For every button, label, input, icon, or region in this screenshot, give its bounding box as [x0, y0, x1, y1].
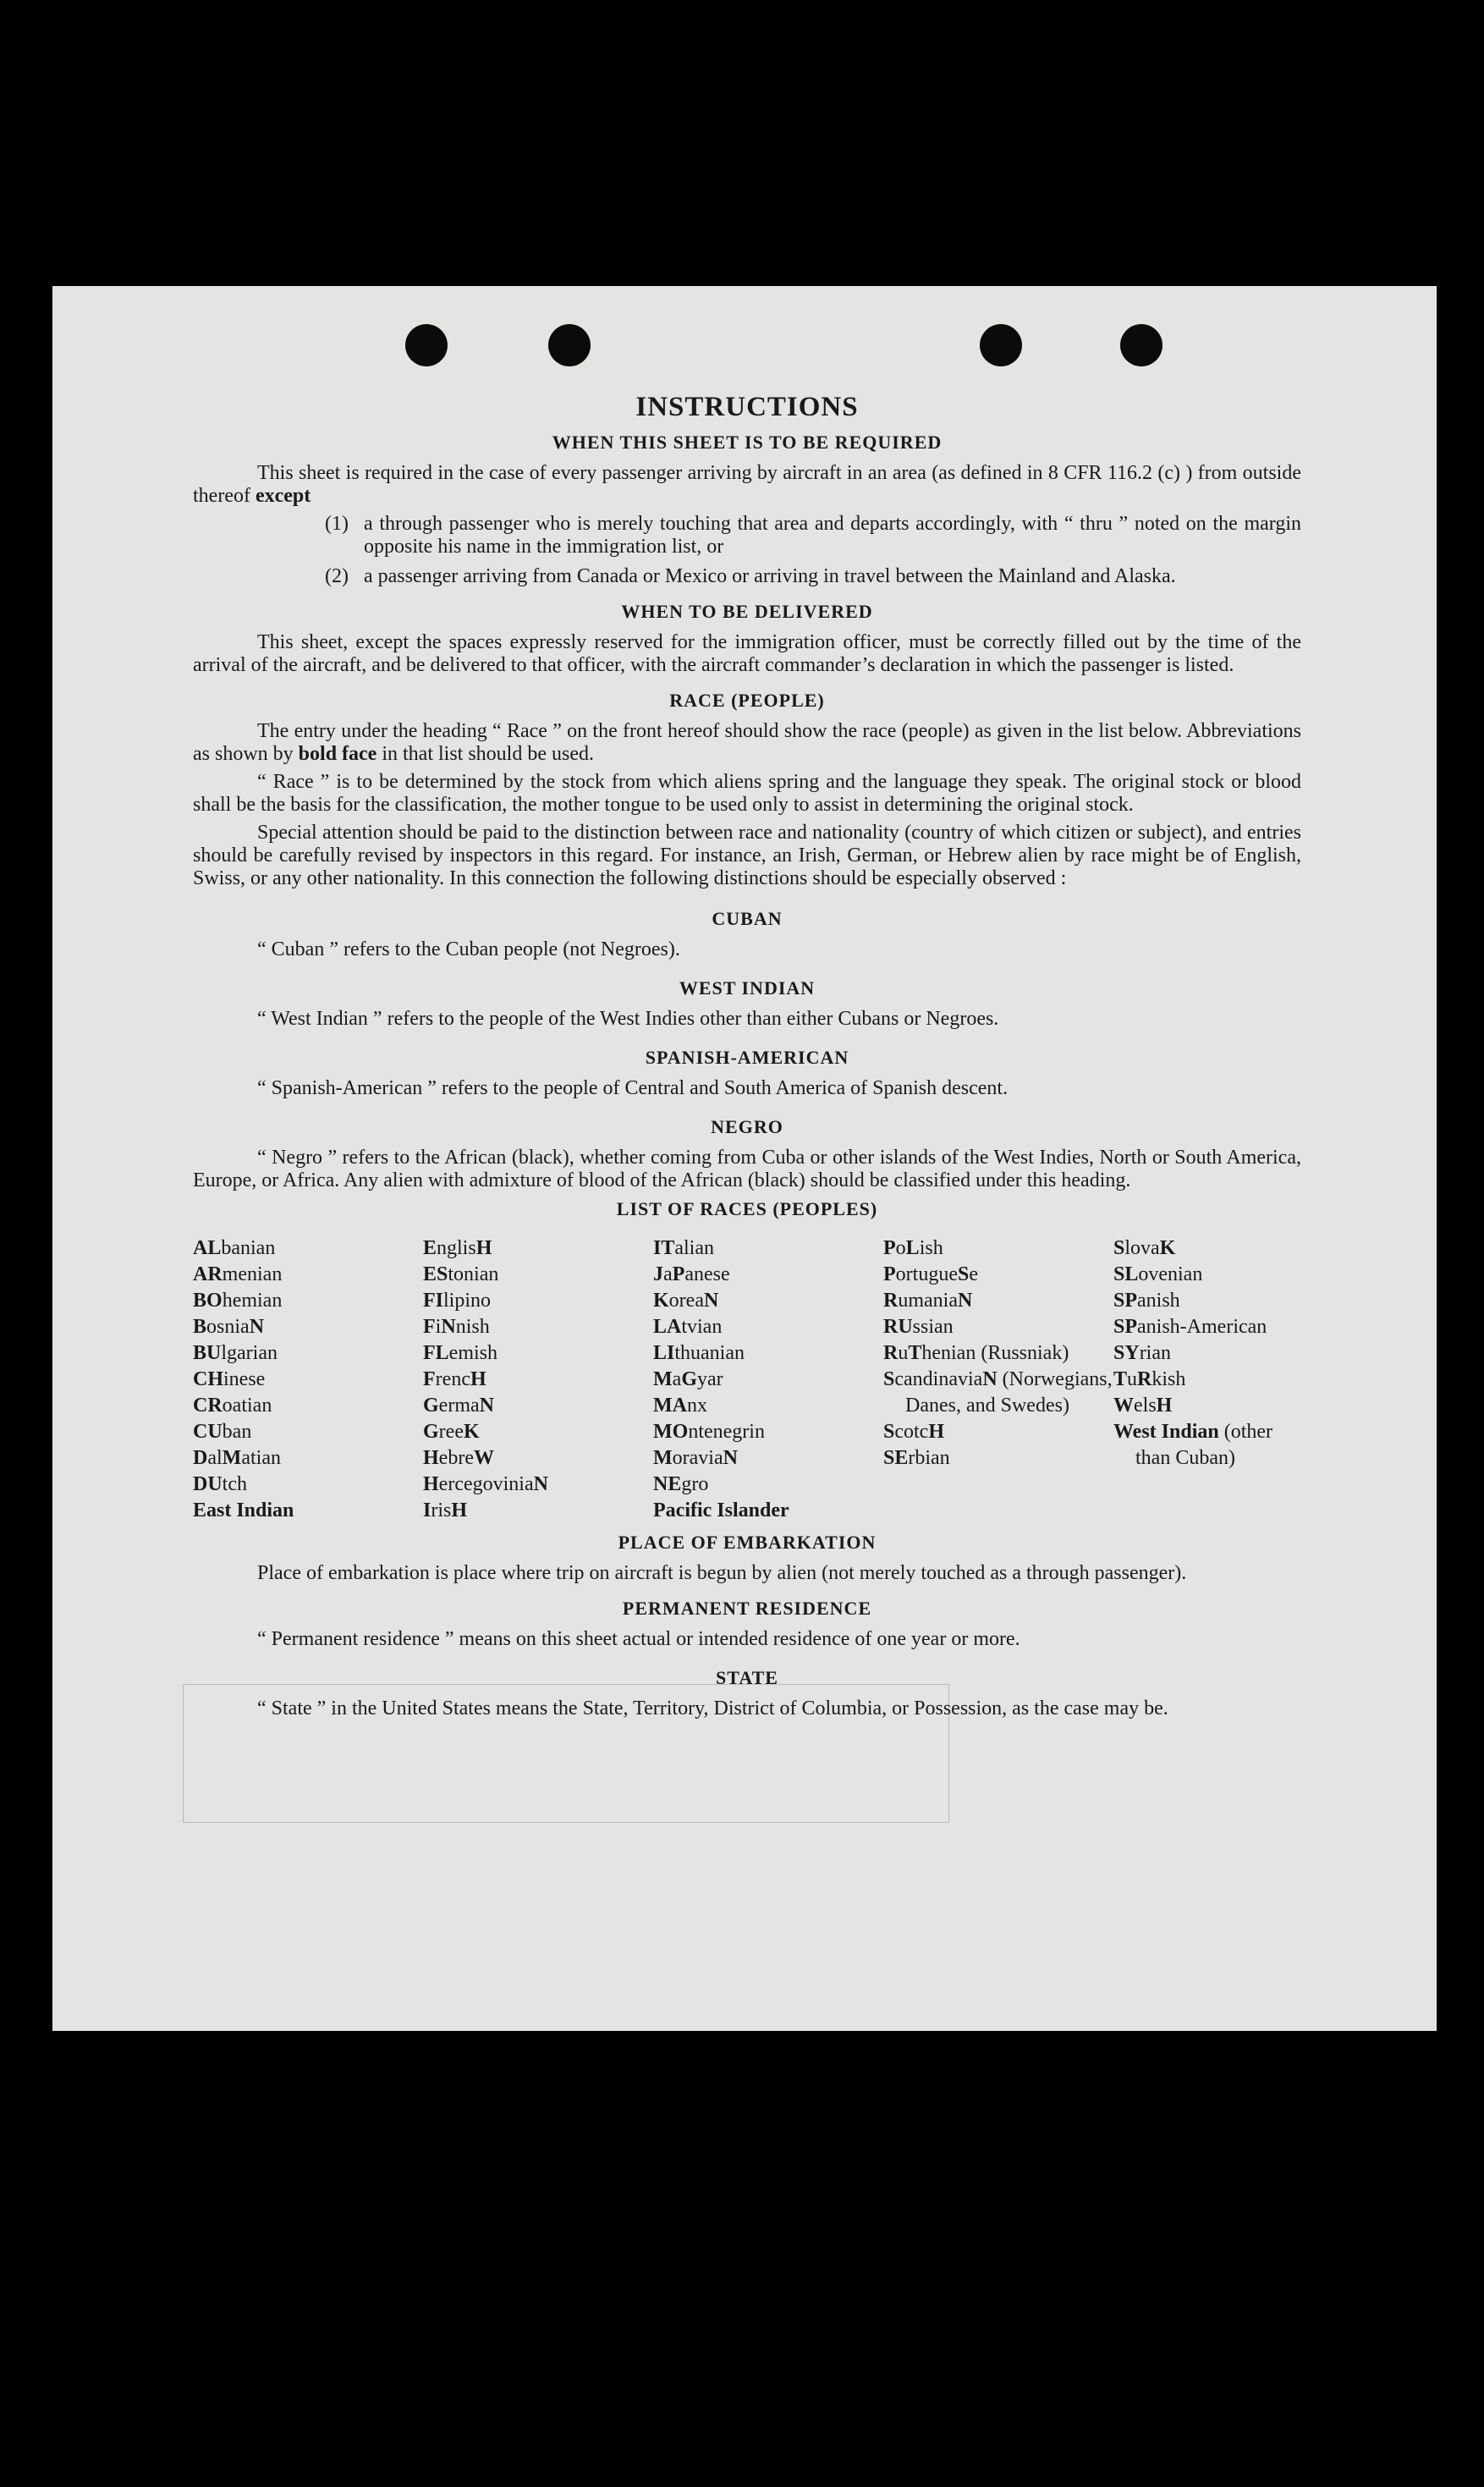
paragraph: “ Permanent residence ” means on this sheet actual or intended residence of one year or more.: [257, 1628, 1020, 1650]
section-heading: RACE (PEOPLE): [669, 690, 825, 711]
paragraph: “ State ” in the United States means the State, Territory, District of Columbia, or Possession, as the case may be.: [257, 1697, 1168, 1719]
section-heading: SPANISH-AMERICAN: [645, 1047, 849, 1068]
section-heading: WHEN THIS SHEET IS TO BE REQUIRED: [552, 432, 943, 453]
race-entry: NEgro: [653, 1473, 709, 1495]
race-entry: ITalian: [653, 1237, 714, 1259]
race-entry: JaPanese: [653, 1263, 730, 1285]
section-heading: WEST INDIAN: [679, 977, 816, 999]
race-entry: FrencH: [423, 1368, 486, 1390]
race-entry: FIlipino: [423, 1290, 492, 1312]
section-heading: LIST OF RACES (PEOPLES): [616, 1198, 878, 1219]
race-entry: MaGyar: [653, 1368, 723, 1390]
race-entry: SlovaK: [1113, 1237, 1176, 1259]
section-heading: PERMANENT RESIDENCE: [622, 1598, 872, 1619]
race-entry: SErbian: [883, 1447, 950, 1469]
race-entry: IrisH: [423, 1499, 468, 1521]
races-column: [653, 1235, 883, 1524]
race-entry: TuRkish: [1113, 1368, 1186, 1390]
paragraph: This sheet, except the spaces expressly reserved for the immigration officer, must be correctly filled out by the time of the arrival of the aircraft, and be delivered to that officer, with the aircraft commander’s declaration in which the passenger is listed.: [193, 631, 1301, 676]
paragraph: “ Spanish-American ” refers to the people of Central and South America of Spanish descent.: [257, 1077, 1009, 1099]
instruction-sheet: [52, 286, 1437, 2031]
race-entry: CUban: [193, 1421, 252, 1443]
race-entry: PoLish: [883, 1237, 943, 1259]
race-entry: ScandinaviaN (Norwegians, Danes, and Swedes): [883, 1368, 1113, 1417]
race-entry: MOntenegrin: [653, 1421, 765, 1443]
race-entry: SPanish-American: [1113, 1316, 1267, 1338]
race-entry: FiNnish: [423, 1316, 490, 1338]
race-entry: PortugueSe: [883, 1263, 978, 1285]
race-entry: GreeK: [423, 1421, 480, 1443]
race-entry: CHinese: [193, 1368, 266, 1390]
race-entry: ARmenian: [193, 1263, 283, 1285]
section-heading: WHEN TO BE DELIVERED: [621, 601, 873, 622]
section-heading: CUBAN: [712, 908, 783, 929]
race-entry: KoreaN: [653, 1290, 719, 1312]
races-list: [193, 1235, 1301, 1524]
race-entry: GermaN: [423, 1395, 494, 1417]
races-column: [1113, 1235, 1308, 1524]
paragraph: The entry under the heading “ Race ” on the front hereof should show the race (people) as given in the list below. Abbreviations as shown by bold face in that list should be used.: [193, 720, 1301, 765]
paragraph: “ Race ” is to be determined by the stock from which aliens spring and the language they speak. The original stock or blood shall be the basis for the classification, the mother tongue to be used only to assist in determining the original stock.: [193, 771, 1301, 816]
punch-hole: [405, 324, 448, 366]
race-entry: West Indian (other than Cuban): [1113, 1421, 1273, 1469]
race-entry: WelsH: [1113, 1395, 1173, 1417]
race-entry: HebreW: [423, 1447, 494, 1469]
race-entry: SPanish: [1113, 1290, 1180, 1312]
race-entry: EStonian: [423, 1263, 499, 1285]
race-entry: RumaniaN: [883, 1290, 973, 1312]
race-entry: MoraviaN: [653, 1447, 738, 1469]
paragraph: “ West Indian ” refers to the people of the West Indies other than either Cubans or Negroes.: [257, 1008, 999, 1030]
race-entry: EnglisH: [423, 1237, 492, 1259]
paragraph: Place of embarkation is place where trip on aircraft is begun by alien (not merely touched as a through passenger).: [257, 1562, 1187, 1584]
punch-hole: [980, 324, 1022, 366]
races-column: [423, 1235, 653, 1524]
section-heading: STATE: [716, 1667, 778, 1688]
paragraph: “ Cuban ” refers to the Cuban people (not Negroes).: [257, 938, 680, 960]
race-entry: ALbanian: [193, 1237, 276, 1259]
races-column: [883, 1235, 1113, 1524]
race-entry: FLemish: [423, 1342, 497, 1364]
race-entry: RuThenian (Russniak): [883, 1342, 1069, 1364]
page-title: INSTRUCTIONS: [635, 392, 859, 422]
race-entry: ScotcH: [883, 1421, 945, 1443]
instructions-content: [193, 392, 1301, 1725]
race-entry: East Indian: [193, 1499, 294, 1521]
paragraph: Special attention should be paid to the distinction between race and nationality (country of which citizen or subject), and entries should be carefully revised by inspectors in this regard. For instance, an Irish, German, or Hebrew alien by race might be of English, Swiss, or any other nationality. In this connection the following distinctions should be especially observed :: [193, 822, 1301, 889]
paragraph: “ Negro ” refers to the African (black), whether coming from Cuba or other islands of the West Indies, North or South America, Europe, or Africa. Any alien with admixture of blood of the African (black) should be classified under this heading.: [193, 1147, 1301, 1191]
race-entry: LIthuanian: [653, 1342, 745, 1364]
list-item: (2) a passenger arriving from Canada or Mexico or arriving in travel between the Mainland and Alaska.: [325, 565, 1176, 587]
punch-hole: [548, 324, 591, 366]
list-item: (1) a through passenger who is merely touching that area and departs accordingly, with “ thru ” noted on the margin opposite his name in the immigration list, or: [325, 513, 1301, 558]
race-entry: Pacific Islander: [653, 1499, 789, 1521]
race-entry: CRoatian: [193, 1395, 272, 1417]
race-entry: BUlgarian: [193, 1342, 278, 1364]
race-entry: DalMatian: [193, 1447, 281, 1469]
punch-hole: [1120, 324, 1162, 366]
race-entry: MAnx: [653, 1395, 707, 1417]
section-heading: PLACE OF EMBARKATION: [618, 1532, 877, 1553]
race-entry: SLovenian: [1113, 1263, 1203, 1285]
race-entry: BOhemian: [193, 1290, 283, 1312]
race-entry: HercegoviniaN: [423, 1473, 548, 1495]
paragraph: This sheet is required in the case of every passenger arriving by aircraft in an area (as defined in 8 CFR 116.2 (c) ) from outside thereof except: [193, 462, 1301, 507]
race-entry: SYrian: [1113, 1342, 1171, 1364]
race-entry: RUssian: [883, 1316, 954, 1338]
race-entry: DUtch: [193, 1473, 247, 1495]
section-heading: NEGRO: [711, 1116, 783, 1137]
races-column: [193, 1235, 423, 1524]
race-entry: LAtvian: [653, 1316, 723, 1338]
race-entry: BosniaN: [193, 1316, 265, 1338]
